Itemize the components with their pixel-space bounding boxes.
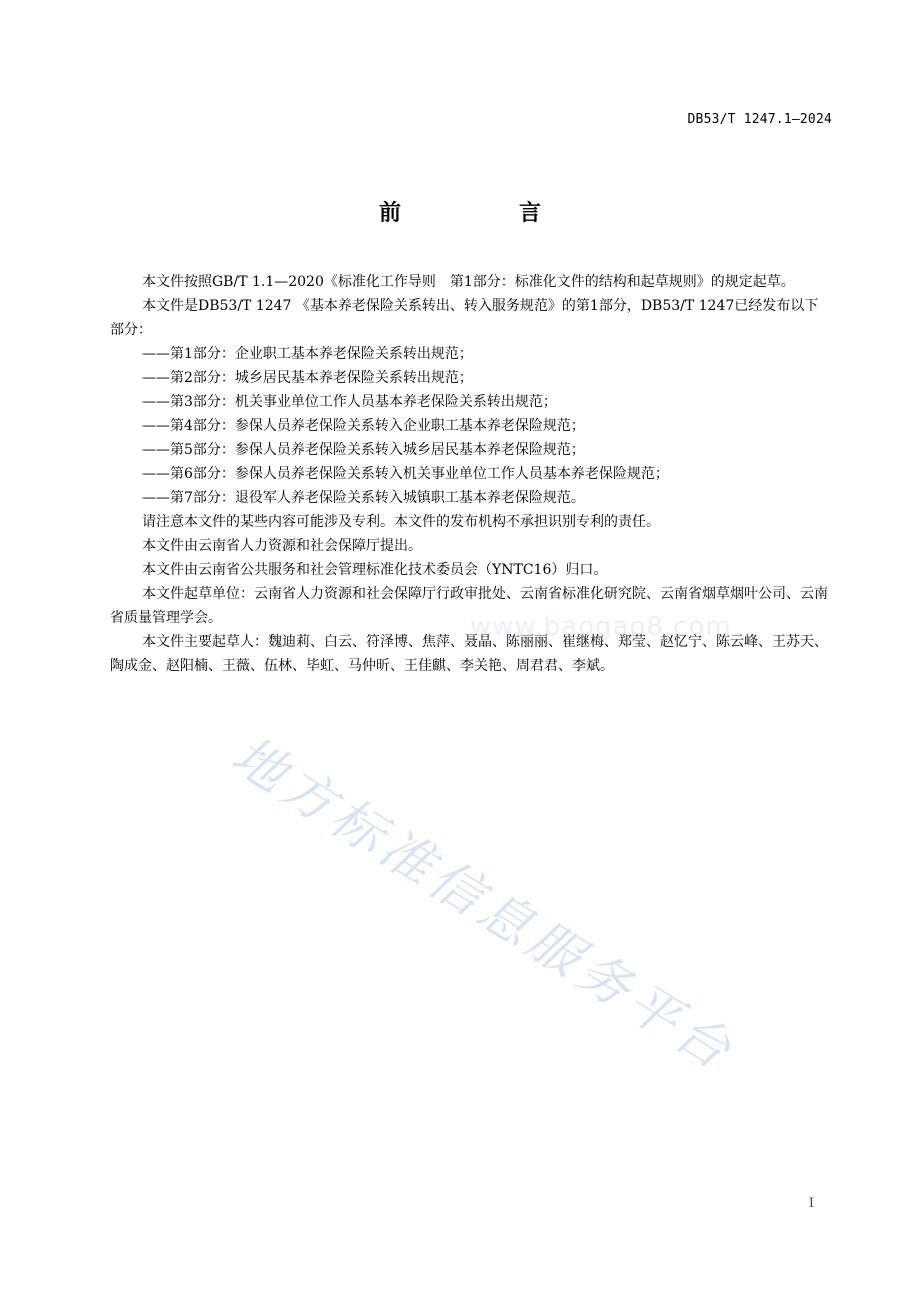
paragraph: 本文件起草单位：云南省人力资源和社会保障厅行政审批处、云南省标准化研究院、云南省烟草烟叶公司、云南省质量管理学会。: [110, 586, 828, 626]
page-number: I: [808, 1196, 814, 1211]
paragraph: 本文件主要起草人：魏迪莉、白云、符泽博、焦萍、聂晶、陈丽丽、崔继梅、郑莹、赵忆宁、陈云峰、王苏天、陶成金、赵阳楠、王薇、伍林、毕虹、马仲昕、王佳麒、李关艳、周君君、李斌。: [110, 634, 828, 674]
page-title: 前 言: [378, 201, 589, 226]
paragraph: 本文件由云南省公共服务和社会管理标准化技术委员会（YNTC16）归口。: [142, 562, 608, 578]
part-list-item: ——第6部分：参保人员养老保险关系转入机关事业单位工作人员基本养老保险规范；: [142, 466, 669, 482]
part-list-item: ——第1部分：企业职工基本养老保险关系转出规范；: [142, 346, 473, 362]
part-list-item: ——第3部分：机关事业单位工作人员基本养老保险关系转出规范；: [142, 394, 557, 410]
paragraph: 本文件是DB53/T 1247 《基本养老保险关系转出、转入服务规范》的第1部分，DB53/T 1247已经发布以下部分：: [110, 298, 819, 338]
paragraph: 本文件由云南省人力资源和社会保障厅提出。: [142, 538, 422, 554]
paragraph: 请注意本文件的某些内容可能涉及专利。本文件的发布机构不承担识别专利的责任。: [142, 514, 660, 530]
part-list-item: ——第7部分：退役军人养老保险关系转入城镇职工基本养老保险规范。: [142, 490, 585, 506]
part-list-item: ——第5部分：参保人员养老保险关系转入城乡居民基本养老保险规范；: [142, 442, 585, 458]
part-list-item: ——第4部分：参保人员养老保险关系转入企业职工基本养老保险规范；: [142, 418, 585, 434]
watermark: 地方标准信息服务平台: [221, 725, 745, 1084]
document-code: DB53/T 1247.1—2024: [687, 112, 832, 127]
watermark-url: www.baogao8.com: [470, 612, 732, 642]
paragraph: 本文件按照GB/T 1.1—2020《标准化工作导则 第1部分：标准化文件的结构和起草规则》的规定起草。: [142, 274, 795, 290]
part-list-item: ——第2部分：城乡居民基本养老保险关系转出规范；: [142, 370, 473, 386]
